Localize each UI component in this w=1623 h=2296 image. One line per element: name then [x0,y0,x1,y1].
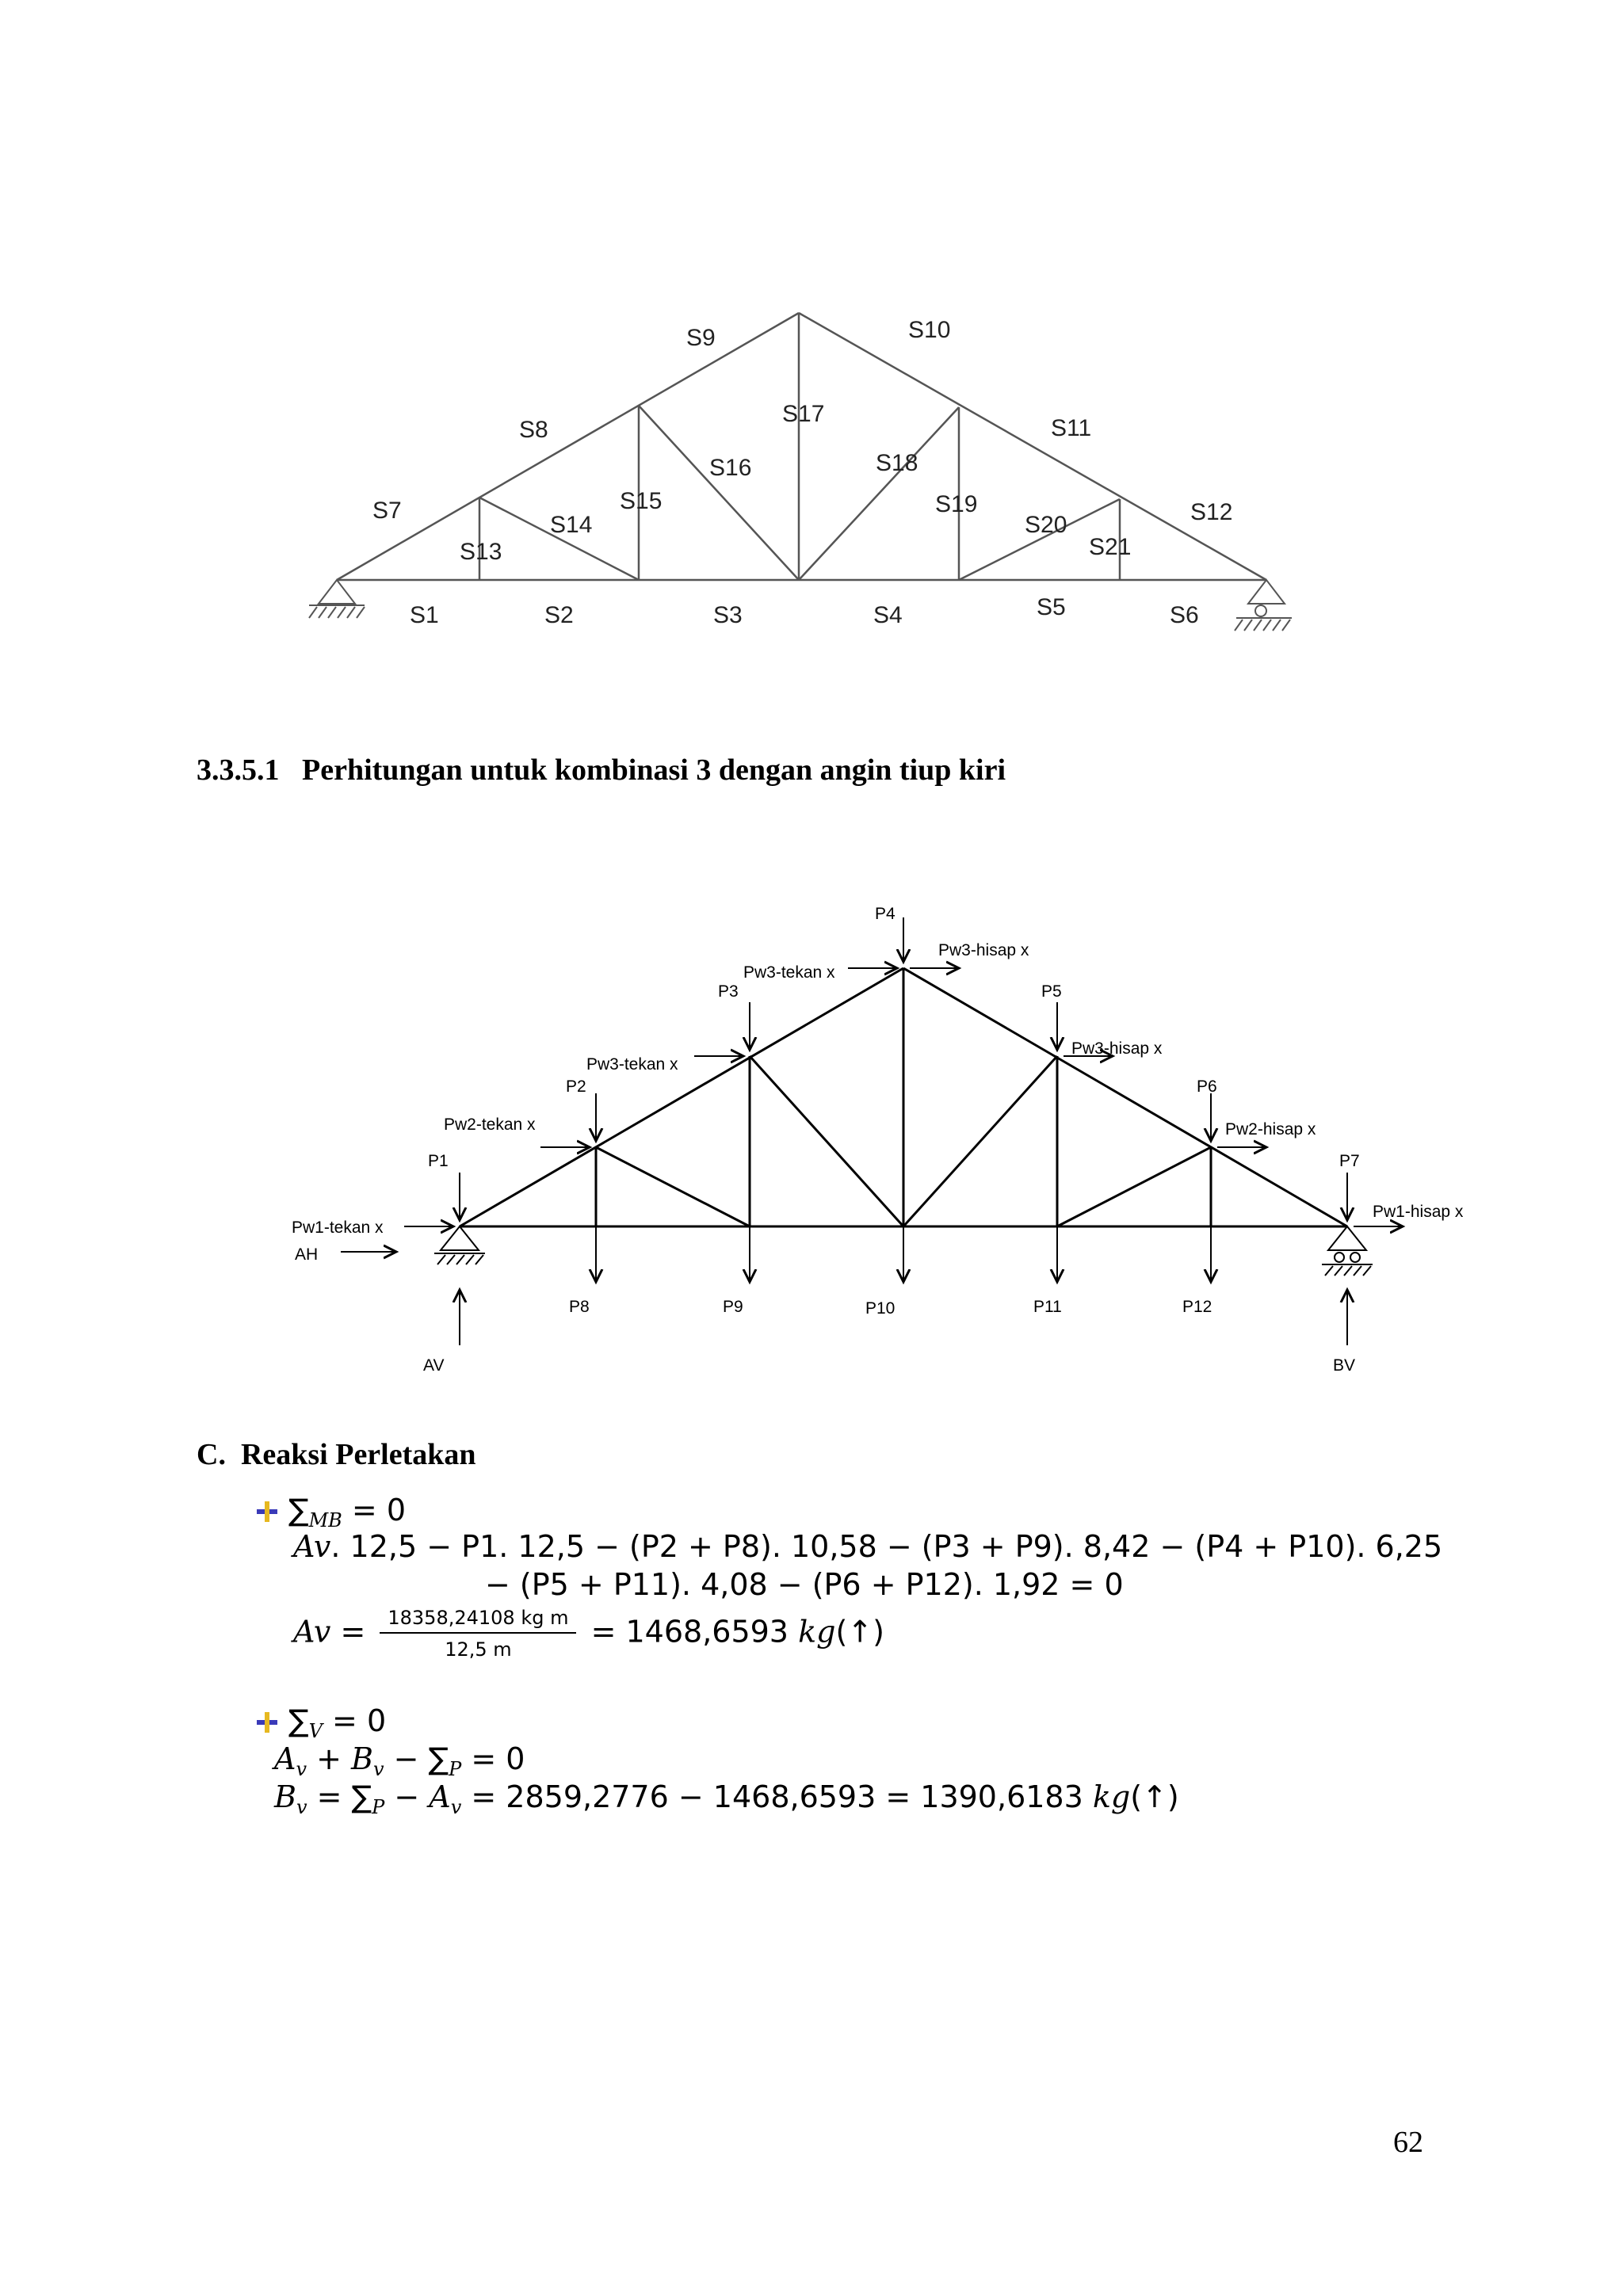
av-result-line: Av = $\frac{\text{18358,24108 kg m}}{12,5 m}$ = 1468,6593 kg(↑) [293,1607,884,1661]
reaction-arrows [460,1290,1347,1345]
wind-label-pw3-right-upper: Pw3-hisap x [938,941,1029,959]
load-label-p9: P9 [723,1298,743,1316]
load-label-p10: P10 [865,1299,896,1318]
member-label: S6 [1170,602,1199,628]
load-label-p1: P1 [428,1152,449,1170]
truss-1-member-labels [372,317,1232,628]
member-label: S5 [1037,594,1066,620]
bottom-load-arrows [596,1226,1211,1282]
load-label-p11: P11 [1033,1298,1062,1316]
bv-value: = 2859,2776 − 1468,6593 = 1390,6183 [471,1779,1083,1814]
load-label-p12: P12 [1182,1298,1212,1316]
wind-label-pw2-right: Pw2-hisap x [1225,1120,1316,1138]
load-label-p2: P2 [566,1077,586,1096]
roller-support-right [1235,580,1292,631]
wind-label-pw2-left: Pw2-tekan x [444,1116,536,1134]
truss-2-labels [292,905,1464,1375]
reaction-label-bv: BV [1333,1356,1356,1375]
sum-mb-equation: = 0 [351,1493,407,1527]
load-label-p5: P5 [1041,982,1062,1001]
moment-eq-terms-2: − (P5 + P11). 4,08 − (P6 + P12). 1,92 = 0 [485,1567,1124,1602]
av-denominator: 12,5 m [445,1638,512,1661]
wind-label-pw1-left: Pw1-tekan x [292,1219,384,1237]
load-label-p4: P4 [875,905,896,923]
moment-equation-line1: Av. 12,5 − P1. 12,5 − (P2 + P8). 10,58 − (P3 + P9). 8,42 − (P4 + P10). 6,25 [293,1529,1443,1564]
member-label: S12 [1190,499,1233,525]
section-heading: 3.3.5.1 Perhitungan untuk kombinasi 3 dengan angin tiup kiri [197,753,1006,787]
moment-equation-line2 [485,1567,1124,1602]
bullet-icon [257,1712,277,1733]
truss-load-diagram [0,871,1623,1394]
member-label: S19 [935,491,978,517]
page-number: 62 [1393,2126,1423,2159]
member-label: S7 [372,498,402,524]
member-label: S9 [686,325,716,351]
wind-label-pw3-left-upper: Pw3-tekan x [743,963,835,982]
truss-2-lines [460,968,1347,1226]
reaction-heading: C. Reaksi Perletakan [197,1438,476,1471]
wind-label-pw1-right: Pw1-hisap x [1373,1203,1464,1221]
truss-diagram-members [0,0,1623,681]
member-label: S10 [908,317,951,343]
load-label-p3: P3 [718,982,739,1001]
load-label-p7: P7 [1339,1152,1360,1170]
member-label: S3 [713,602,743,628]
member-label: S11 [1051,415,1092,441]
load-label-p6: P6 [1197,1077,1217,1096]
member-label: S2 [544,602,574,628]
member-label: S20 [1025,512,1067,538]
member-label: S21 [1089,534,1132,560]
vertical-equation-line1: $A_v + B_v - \sum_P = 0$ [274,1741,525,1780]
member-label: S16 [709,455,752,481]
reaction-label-av: AV [423,1356,445,1375]
member-label: S1 [410,602,439,628]
moment-eq-terms-1: 12,5 − P1. 12,5 − (P2 + P8). 10,58 − (P3 + P9). 8,42 − (P4 + P10). 6,25 [349,1529,1443,1564]
wind-label-ah: AH [295,1245,319,1264]
bv-result-line: $B_v = \sum_P - A_v = 2859,2776 - 1468,6593 = 1390,6183$ kg(↑) [274,1779,1179,1818]
av-fraction [380,1607,576,1661]
member-label: S15 [620,488,663,514]
wind-arrows [341,968,1403,1252]
av-value: = 1468,6593 [590,1614,789,1650]
sum-v-equation: = 0 [332,1703,387,1738]
bullet-icon [257,1501,277,1522]
load-label-p8: P8 [569,1298,590,1316]
vertical-eq-result: = 0 [471,1741,525,1776]
member-label: S18 [876,450,918,476]
member-label: S17 [782,401,825,427]
member-label: S8 [519,417,548,443]
sum-moment-line: $\sum_{MB} = 0$ [257,1493,406,1531]
member-label: S4 [873,602,903,628]
wind-label-pw3-right-lower: Pw3-hisap x [1071,1039,1163,1058]
av-numerator: 18358,24108 kg m [380,1607,576,1634]
wind-label-pw3-left-lower: Pw3-tekan x [586,1055,678,1074]
member-label: S14 [550,512,593,538]
pin-support-left [309,580,365,618]
member-label: S13 [460,539,502,565]
sum-vertical-line: $\sum_V = 0$ [257,1703,386,1742]
